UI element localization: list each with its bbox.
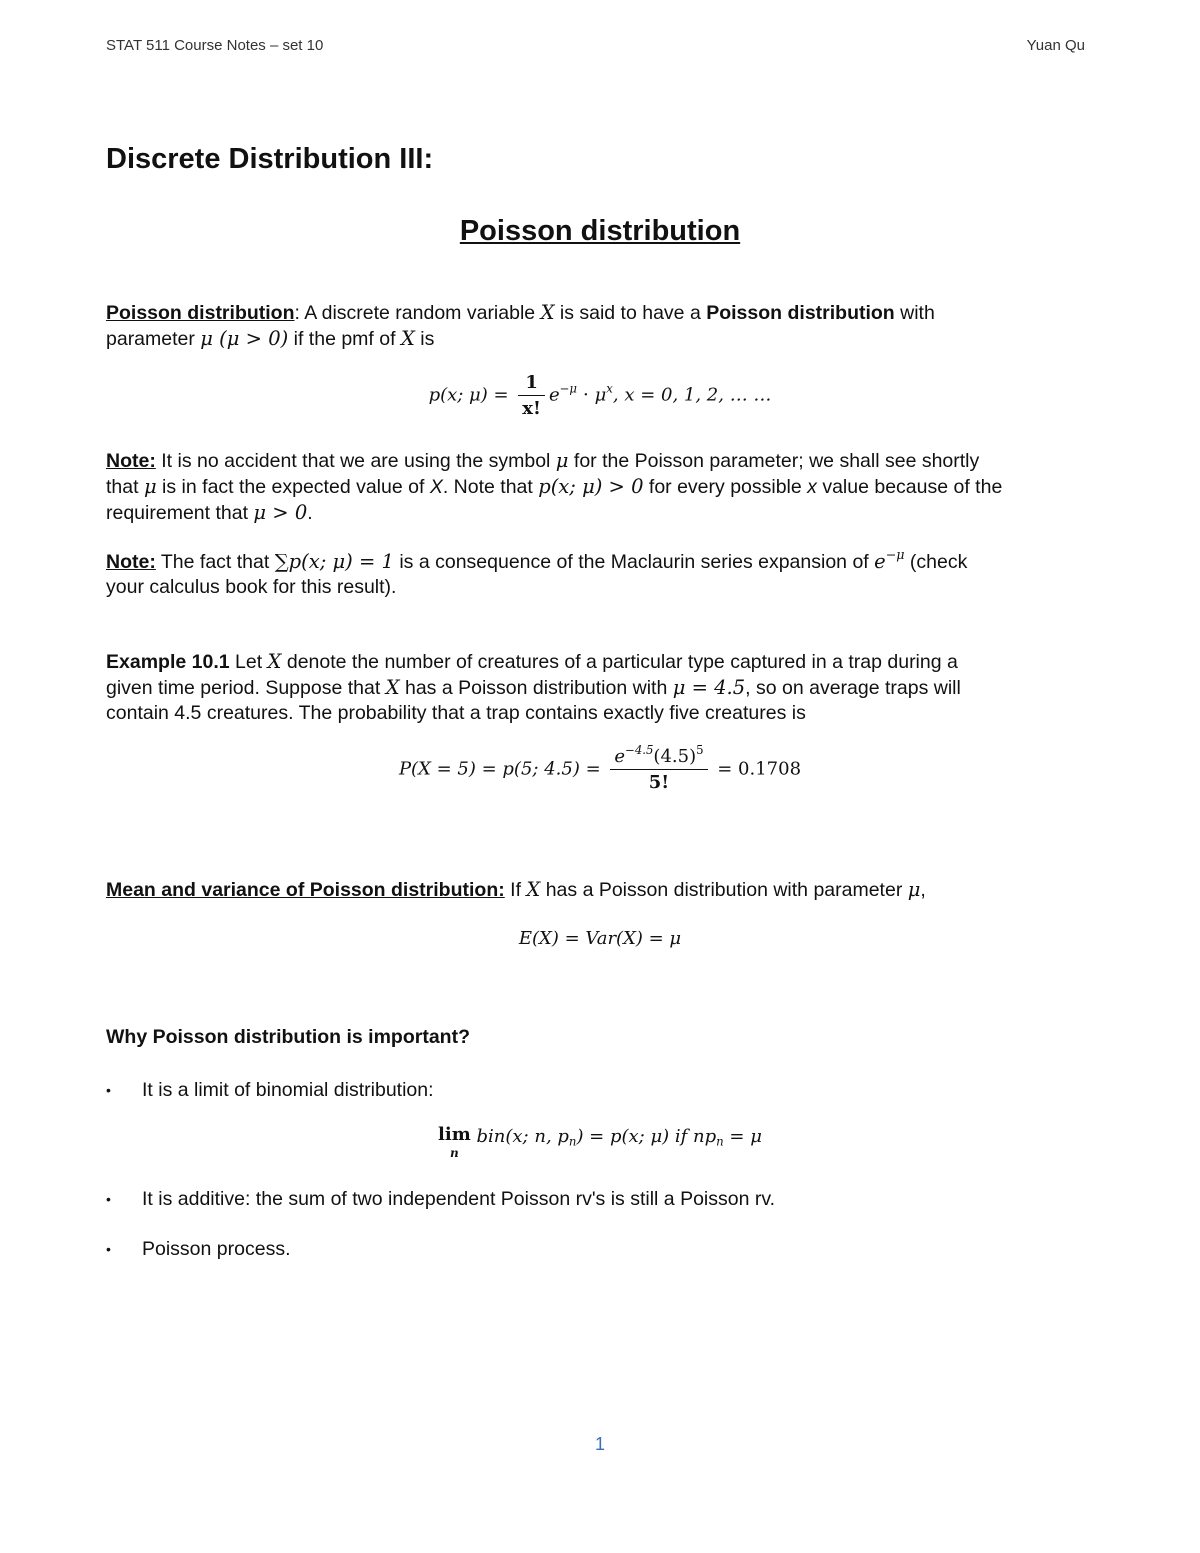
bullet-icon: • (106, 1241, 111, 1257)
page-subtitle: Poisson distribution (459, 215, 741, 247)
example-fraction: $\frac{e^{-4.5}(4.5)^5}{5!}$ (610, 746, 707, 793)
mean-variance-equation: E(X) = Var(X) = μ (518, 928, 682, 949)
page-number: 1 (594, 1434, 605, 1454)
example-equation: P(X = 5) = p(5; 4.5) = $\frac{e^{-4.5}(4.5)^5}{5!}$ = 0.1708 (398, 742, 802, 793)
running-header-left: STAT 511 Course Notes – set 10 (106, 37, 324, 54)
list-item: • Poisson process. (106, 1238, 291, 1260)
list-item: • It is a limit of binomial distribution: (106, 1079, 434, 1101)
pmf-equation: p(x; μ) = $\frac{1}{x!}$ $e^{-\mu} \cdot \mu^x$, x = 0, 1, 2, … … (428, 372, 772, 419)
note-paragraph-2: Note: The fact that ∑p(x; μ) = 1 is a consequence of the Maclaurin series expansion of $e^{-\mu}$ (check your calculus book for this result). (106, 547, 968, 598)
section-heading: Why Poisson distribution is important? (106, 1026, 470, 1048)
bullet-icon: • (106, 1191, 111, 1207)
definition-label: Poisson distribution (106, 302, 295, 324)
note-paragraph-1: Note: It is no accident that we are using the symbol μ for the Poisson parameter; we shall see shortly that μ is in fact the expected value of X. Note that p(x; μ) > 0 for every possible x value because of the requirement that μ > 0. (106, 449, 1003, 524)
bullet-icon: • (106, 1082, 111, 1098)
note-label: Note: (106, 450, 156, 472)
page-title: Discrete Distribution III: (106, 143, 434, 175)
pmf-fraction: $\frac{1}{x!}$ (518, 372, 545, 419)
limit-operator: lim n (438, 1124, 471, 1160)
mean-variance-paragraph: Mean and variance of Poisson distribution: If X has a Poisson distribution with parameter μ, (106, 878, 926, 901)
limit-equation: lim n bin(x; n, $p_n) = p(x$; μ) if $np_n = \mu$ (438, 1124, 762, 1160)
mean-variance-label: Mean and variance of Poisson distribution: (106, 879, 505, 901)
definition-paragraph: Poisson distribution: A discrete random variable X is said to have a Poisson distribution with parameter μ (μ > 0) if the pmf of X is (106, 301, 935, 350)
running-header-right: Yuan Qu (1026, 37, 1085, 54)
example-paragraph: Example 10.1 Let X denote the number of creatures of a particular type captured in a trap during a given time period. Suppose that X has a Poisson distribution with μ = 4.5, so on average traps will contain 4.5 creatures. The probability that a trap contains exactly five creatures is (106, 650, 961, 724)
note-label: Note: (106, 551, 156, 573)
example-label: Example 10.1 (106, 651, 230, 673)
list-item: • It is additive: the sum of two independent Poisson rv's is still a Poisson rv. (106, 1188, 776, 1210)
